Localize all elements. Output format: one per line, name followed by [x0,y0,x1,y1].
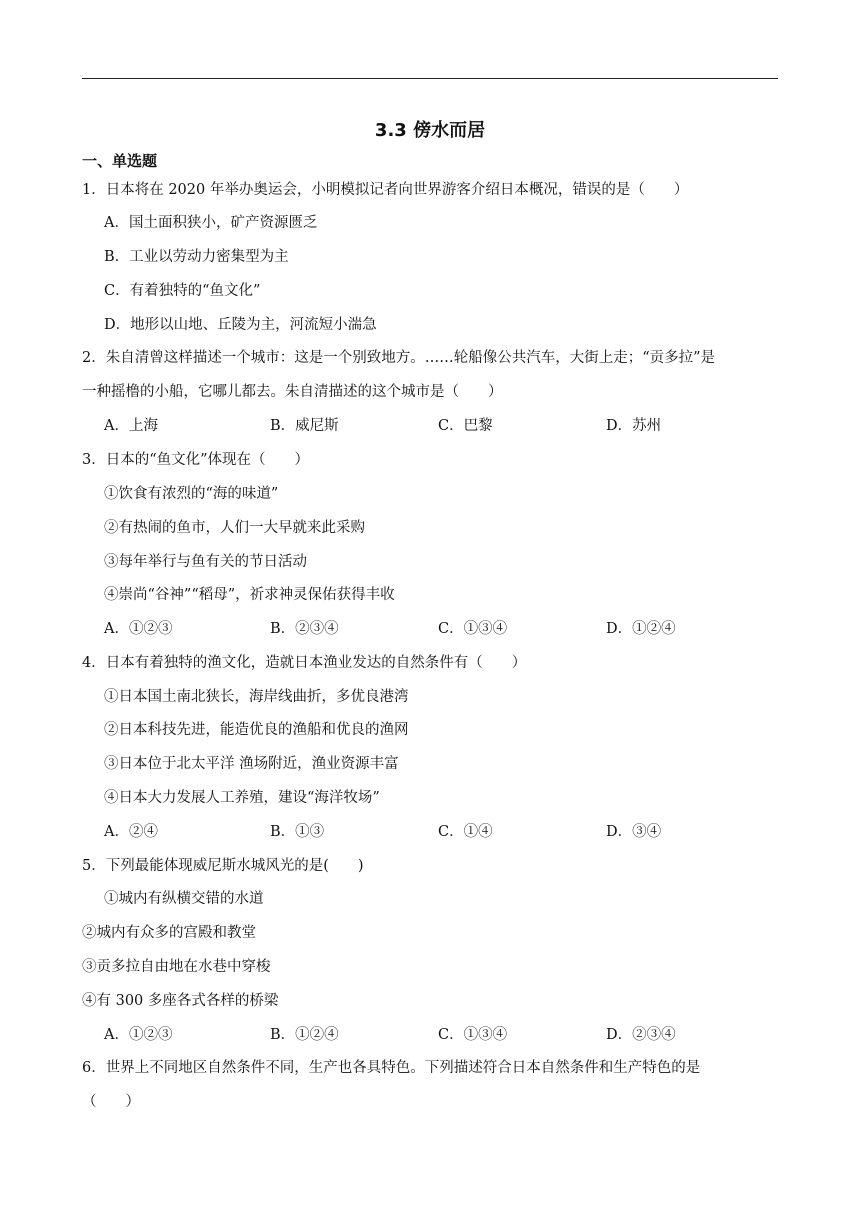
question-1-option-c[interactable]: C．有着独特的“鱼文化” [104,283,261,299]
question-4-option-c[interactable]: C．①④ [438,824,493,840]
question-1-option-a[interactable]: A．国土面积狭小，矿产资源匮乏 [104,215,318,231]
question-3-item-2: ②有热闹的鱼市，人们一大早就来此采购 [104,520,365,536]
question-5-option-b[interactable]: B．①②④ [270,1027,339,1043]
question-4-stem: 4．日本有着独特的渔文化，造就日本渔业发达的自然条件有（ ） [82,655,527,671]
question-5-item-1: ①城内有纵横交错的水道 [104,891,264,907]
question-5-item-2: ②城内有众多的宫殿和教堂 [82,925,256,941]
question-3-item-1: ①饮食有浓烈的“海的味道” [104,486,279,502]
header-rule [82,78,778,79]
question-5-stem: 5．下列最能体现威尼斯水城风光的是( ) [82,858,364,874]
page-title: 3.3 傍水而居 [374,120,486,141]
question-3-option-a[interactable]: A．①②③ [104,621,173,637]
question-6-stem-line-2: （ ） [82,1094,140,1110]
question-1-option-d[interactable]: D．地形以山地、丘陵为主，河流短小湍急 [104,317,377,333]
question-2-option-c[interactable]: C．巴黎 [438,418,493,434]
question-3-stem: 3．日本的“鱼文化”体现在（ ） [82,452,310,468]
question-4-item-2: ②日本科技先进，能造优良的渔船和优良的渔网 [104,722,409,738]
question-2-option-d[interactable]: D．苏州 [606,418,662,434]
question-3-option-c[interactable]: C．①③④ [438,621,508,637]
question-4-option-d[interactable]: D．③④ [606,824,662,840]
section-heading: 一、单选题 [82,152,158,170]
question-5-option-c[interactable]: C．①③④ [438,1027,508,1043]
question-3-item-3: ③每年举行与鱼有关的节日活动 [104,554,307,570]
question-1-stem: 1．日本将在 2020 年举办奥运会，小明模拟记者向世界游客介绍日本概况，错误的是（ ） [82,182,689,198]
question-3-option-d[interactable]: D．①②④ [606,621,676,637]
question-3-option-b[interactable]: B．②③④ [270,621,339,637]
question-5-item-3: ③贡多拉自由地在水巷中穿梭 [82,959,271,975]
question-4-item-4: ④日本大力发展人工养殖，建设“海洋牧场” [104,790,380,806]
question-5-option-d[interactable]: D．②③④ [606,1027,676,1043]
question-4-item-3: ③日本位于北太平洋 渔场附近，渔业资源丰富 [104,756,399,772]
question-6-stem-line-1: 6．世界上不同地区自然条件不同，生产也各具特色。下列描述符合日本自然条件和生产特色的是 [82,1060,701,1076]
question-3-item-4: ④崇尚“谷神”“稻母”，祈求神灵保佑获得丰收 [104,587,395,603]
question-2-stem-line-1: 2．朱自清曾这样描述一个城市：这是一个别致地方。……轮船像公共汽车，大街上走；“贡多拉”是 [82,350,716,366]
question-2-stem-line-2: 一种摇橹的小船，它哪儿都去。朱自清描述的这个城市是（ ） [82,384,503,400]
question-4-option-b[interactable]: B．①③ [270,824,325,840]
question-5-item-4: ④有 300 多座各式各样的桥梁 [82,993,279,1009]
question-5-option-a[interactable]: A．①②③ [104,1027,173,1043]
question-4-option-a[interactable]: A．②④ [104,824,158,840]
question-2-option-a[interactable]: A．上海 [104,418,158,434]
question-2-option-b[interactable]: B．威尼斯 [270,418,339,434]
question-4-item-1: ①日本国土南北狭长，海岸线曲折，多优良港湾 [104,689,409,705]
question-1-option-b[interactable]: B．工业以劳动力密集型为主 [104,249,289,265]
